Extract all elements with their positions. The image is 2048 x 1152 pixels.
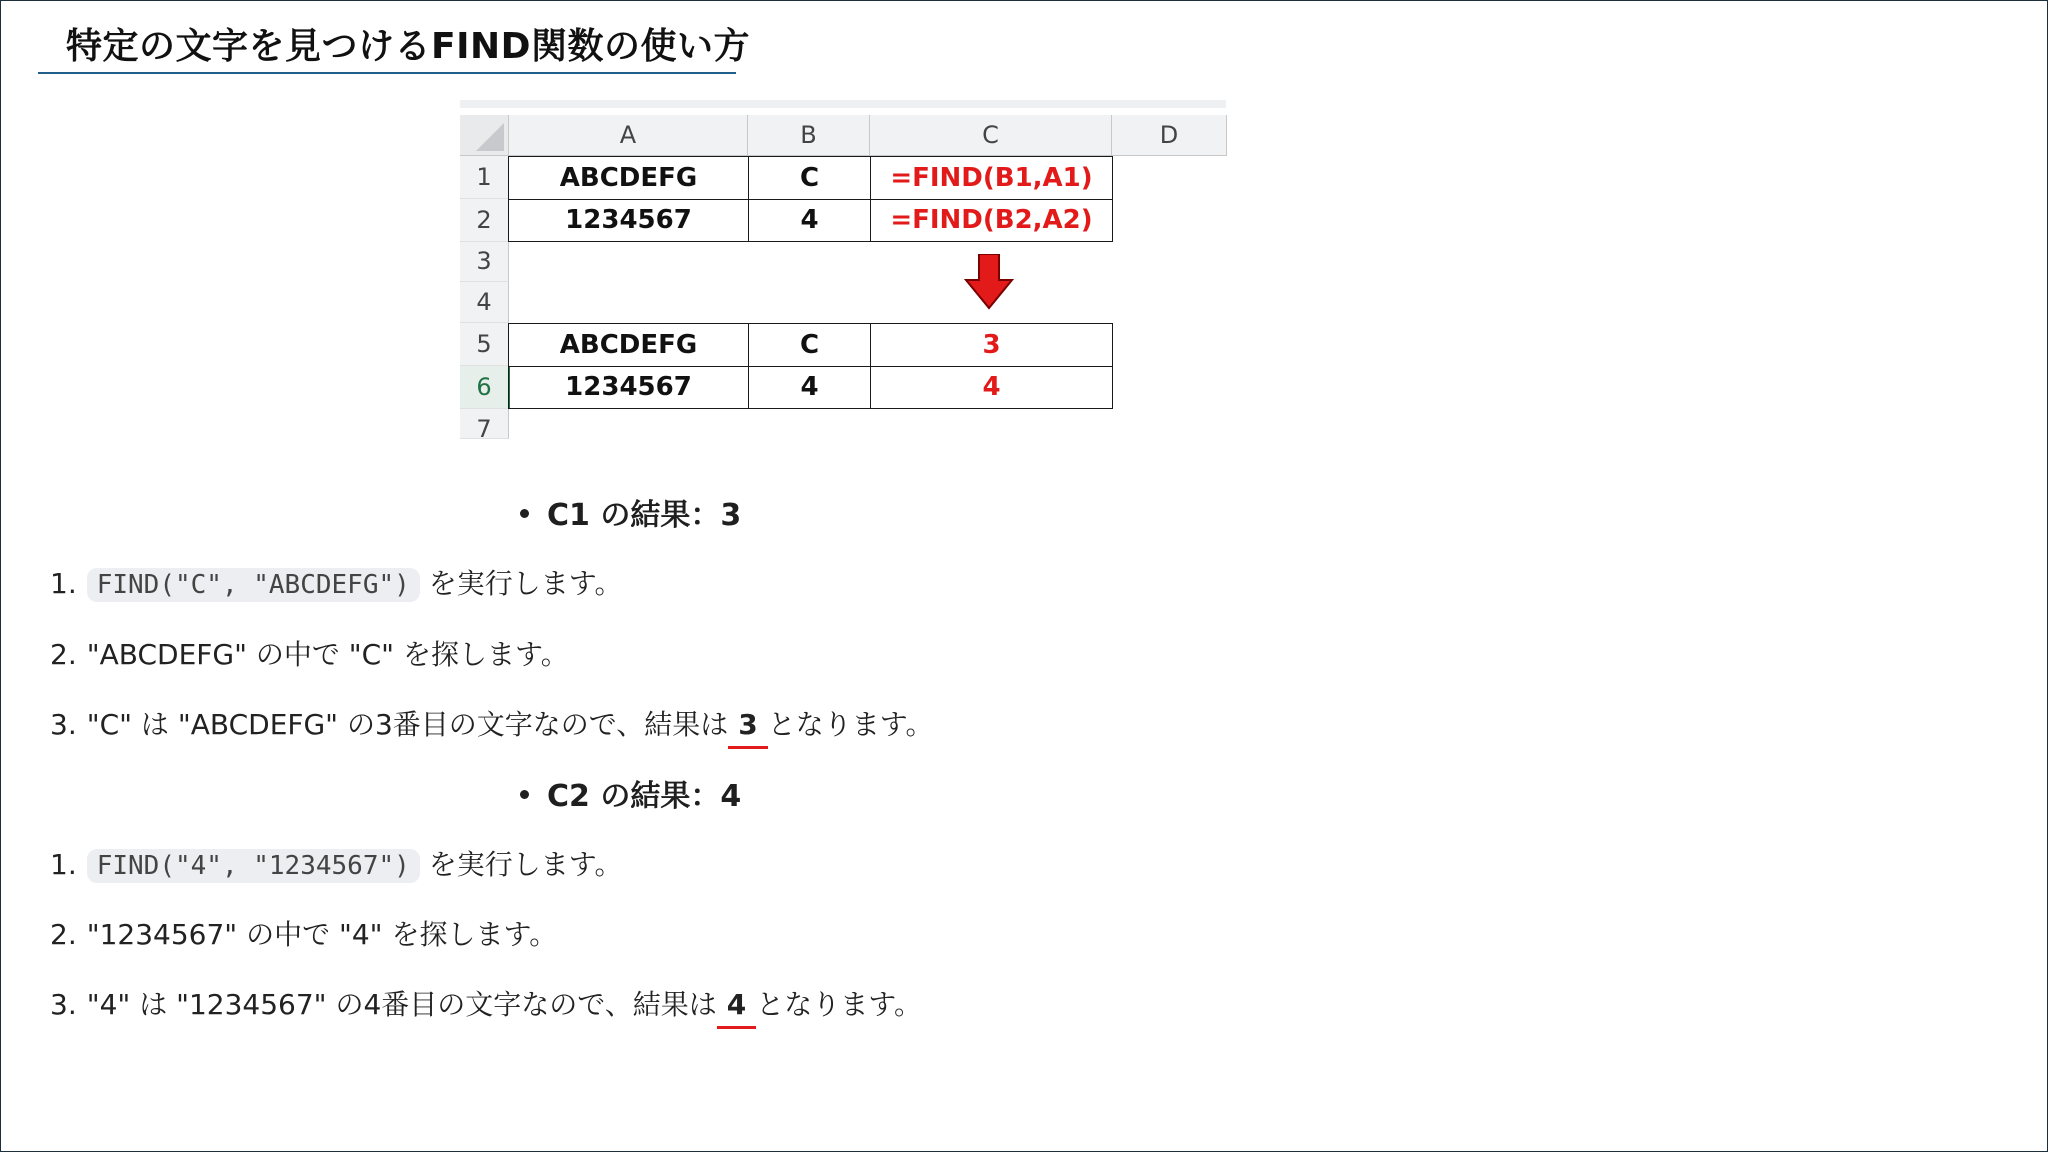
cell-b2[interactable]: 4: [748, 199, 871, 242]
cell-a1[interactable]: ABCDEFG: [508, 156, 749, 200]
down-arrow-icon: [964, 254, 1014, 310]
cell-c1[interactable]: =FIND(B1,A1): [870, 156, 1113, 200]
step-text: "C" は "ABCDEFG" の3番目の文字なので、結果は: [86, 708, 729, 741]
step-text-after: となります。: [767, 708, 934, 741]
page-title: 特定の文字を見つけるFIND関数の使い方: [66, 26, 750, 67]
step-number: 1.: [50, 848, 77, 881]
bullet-icon: [520, 790, 529, 799]
code-snippet: FIND("4", "1234567"): [87, 849, 420, 883]
result-value: 3: [728, 708, 767, 741]
step-2-1: [50, 843, 622, 883]
code-snippet: FIND("C", "ABCDEFG"): [87, 568, 420, 602]
row-header-1[interactable]: 1: [460, 156, 509, 199]
step-text-after: となります。: [756, 988, 922, 1021]
step-number: 3.: [50, 988, 77, 1021]
step-2-2: [50, 913, 557, 953]
cell-c2[interactable]: =FIND(B2,A2): [870, 199, 1113, 242]
cell-a6[interactable]: 1234567: [508, 366, 749, 409]
step-text: "4" は "1234567" の4番目の文字なので、結果は: [86, 988, 717, 1021]
step-text: を実行します。: [419, 848, 623, 881]
explanation-heading: [520, 771, 741, 815]
column-header-d[interactable]: D: [1112, 115, 1227, 156]
cell-b5[interactable]: C: [748, 323, 871, 367]
step-number: 1.: [50, 567, 77, 600]
step-number: 2.: [50, 918, 77, 951]
row-header-5[interactable]: 5: [460, 323, 509, 366]
step-text: を実行します。: [419, 567, 623, 600]
explanation-c1: [520, 490, 741, 534]
cell-a5[interactable]: ABCDEFG: [508, 323, 749, 367]
explanation-c2: [520, 771, 741, 815]
explanation-heading: [520, 490, 741, 534]
step-1-2: [50, 633, 569, 673]
result-value: 4: [717, 988, 756, 1021]
step-number: 2.: [50, 638, 77, 671]
cell-a2[interactable]: 1234567: [508, 199, 749, 242]
row-header-2[interactable]: 2: [460, 199, 509, 242]
row-header-6[interactable]: 6: [460, 366, 510, 409]
step-2-3: [50, 983, 922, 1023]
spreadsheet: [460, 100, 1226, 438]
cell-b1[interactable]: C: [748, 156, 871, 200]
step-text: "1234567" の中で "4" を探します。: [86, 918, 558, 951]
corner-triangle-icon: [476, 123, 504, 151]
column-header-b[interactable]: B: [748, 115, 870, 156]
cell-b6[interactable]: 4: [748, 366, 871, 409]
step-1-3: [50, 703, 933, 743]
heading-text: C1 の結果：3: [547, 498, 742, 533]
step-1-1: [50, 562, 622, 602]
row-header-3[interactable]: 3: [460, 242, 509, 282]
title-underline: [38, 72, 736, 74]
step-text: "ABCDEFG" の中で "C" を探します。: [86, 638, 569, 671]
step-number: 3.: [50, 708, 77, 741]
column-header-c[interactable]: C: [870, 115, 1112, 156]
heading-text: C2 の結果：4: [547, 779, 742, 814]
bullet-icon: [520, 509, 529, 518]
select-all-corner[interactable]: [460, 115, 509, 156]
cell-c6[interactable]: 4: [870, 366, 1113, 409]
column-header-a[interactable]: A: [509, 115, 748, 156]
sheet-top-strip: [460, 100, 1226, 108]
cell-c5[interactable]: 3: [870, 323, 1113, 367]
row-header-7[interactable]: 7: [460, 409, 509, 439]
row-header-4[interactable]: 4: [460, 282, 509, 323]
